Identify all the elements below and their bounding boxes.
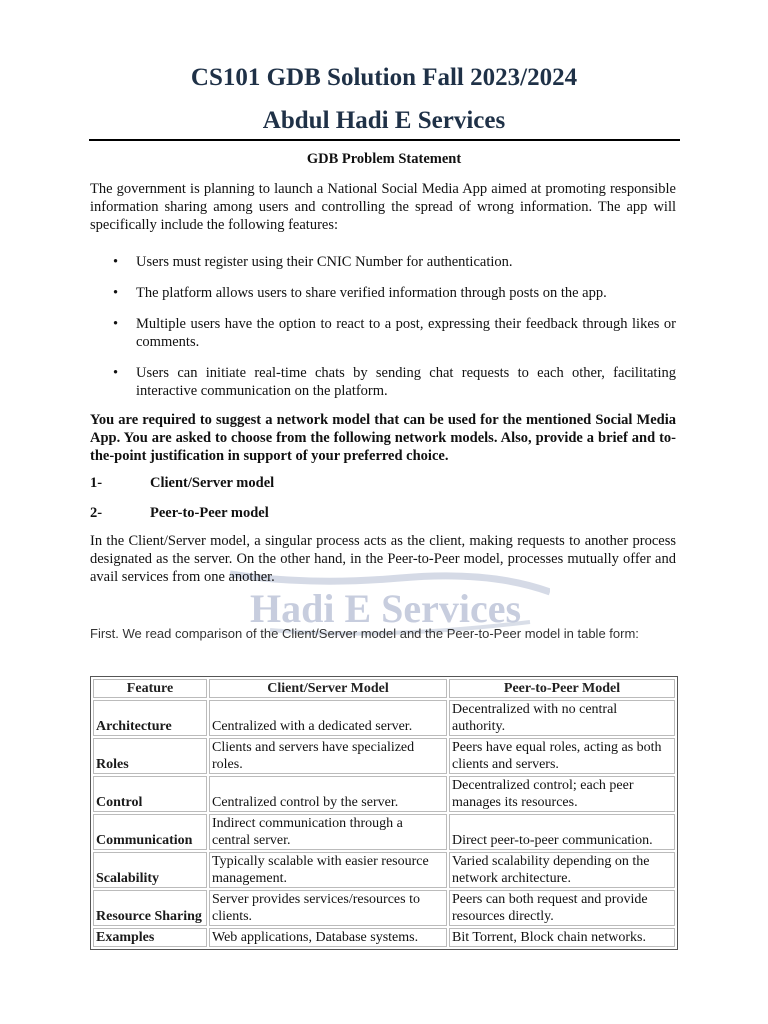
option-number: 1- <box>90 475 103 491</box>
feature-list <box>90 253 676 413</box>
peer-to-peer-cell: Peers have equal roles, acting as both clients and servers. <box>449 738 675 774</box>
peer-to-peer-cell: Direct peer-to-peer communication. <box>449 814 675 850</box>
bullet-icon: • <box>113 254 119 270</box>
client-server-cell: Web applications, Database systems. <box>209 928 447 947</box>
list-item <box>90 315 676 351</box>
document-title: CS101 GDB Solution Fall 2023/2024 <box>190 64 578 91</box>
option-number: 2- <box>90 505 103 521</box>
bullet-icon: • <box>113 285 119 301</box>
feature-cell: Resource Sharing <box>93 890 207 926</box>
feature-cell: Architecture <box>93 700 207 736</box>
table-row <box>93 852 675 888</box>
option-label: Peer-to-Peer model <box>150 505 269 521</box>
client-server-cell: Clients and servers have specialized roles. <box>209 738 447 774</box>
column-header: Client/Server Model <box>209 679 447 698</box>
requirement-paragraph: You are required to suggest a network model that can be used for the mentioned Social Media App. You are asked to choose from the following network models. Also, provide a brief and to-the-point justification in support of your preferred choice. <box>90 412 676 464</box>
title-divider <box>89 139 680 141</box>
document-subtitle: Abdul Hadi E Services <box>262 107 506 134</box>
table-row <box>93 776 675 812</box>
peer-to-peer-cell: Decentralized control; each peer manages its resources. <box>449 776 675 812</box>
list-item-text: The platform allows users to share verified information through posts on the app. <box>136 285 607 301</box>
option-client-server <box>90 475 274 492</box>
client-server-cell: Server provides services/resources to clients. <box>209 890 447 926</box>
option-peer-to-peer <box>90 505 269 522</box>
feature-cell: Control <box>93 776 207 812</box>
section-heading: GDB Problem Statement <box>306 151 462 167</box>
client-server-cell: Centralized with a dedicated server. <box>209 700 447 736</box>
column-header: Feature <box>93 679 207 698</box>
list-item <box>90 253 676 271</box>
peer-to-peer-cell: Peers can both request and provide resources directly. <box>449 890 675 926</box>
peer-to-peer-cell: Varied scalability depending on the network architecture. <box>449 852 675 888</box>
table-row <box>93 890 675 926</box>
comparison-table <box>90 676 678 950</box>
client-server-cell: Typically scalable with easier resource management. <box>209 852 447 888</box>
list-item-text: Users can initiate real-time chats by sending chat requests to each other, facilitating interactive communication on the platform. <box>136 365 676 399</box>
table-row <box>93 738 675 774</box>
peer-to-peer-cell: Bit Torrent, Block chain networks. <box>449 928 675 947</box>
table-row <box>93 928 675 947</box>
table-row <box>93 700 675 736</box>
list-item-text: Multiple users have the option to react to a post, expressing their feedback through likes or comments. <box>136 316 676 350</box>
feature-cell: Roles <box>93 738 207 774</box>
list-item <box>90 364 676 400</box>
column-header: Peer-to-Peer Model <box>449 679 675 698</box>
table-intro: First. We read comparison of the Client/Server model and the Peer-to-Peer model in table form: <box>90 626 639 641</box>
intro-paragraph: The government is planning to launch a National Social Media App aimed at promoting responsible information sharing among users and controlling the spread of wrong information. The app will specifically include the following features: <box>90 181 676 233</box>
explanation-paragraph: In the Client/Server model, a singular process acts as the client, making requests to another process designated as the server. On the other hand, in the Peer-to-Peer model, processes mutually offer and avail services from one another. <box>90 533 676 585</box>
table-header-row <box>93 679 675 698</box>
list-item <box>90 284 676 302</box>
watermark-text: Hadi E Services <box>250 586 522 631</box>
option-label: Client/Server model <box>150 475 275 491</box>
bullet-icon: • <box>113 365 119 381</box>
feature-cell: Communication <box>93 814 207 850</box>
table-row <box>93 814 675 850</box>
feature-cell: Examples <box>93 928 207 947</box>
client-server-cell: Indirect communication through a central server. <box>209 814 447 850</box>
bullet-icon: • <box>113 316 119 332</box>
list-item-text: Users must register using their CNIC Number for authentication. <box>136 254 513 270</box>
client-server-cell: Centralized control by the server. <box>209 776 447 812</box>
peer-to-peer-cell: Decentralized with no central authority. <box>449 700 675 736</box>
feature-cell: Scalability <box>93 852 207 888</box>
